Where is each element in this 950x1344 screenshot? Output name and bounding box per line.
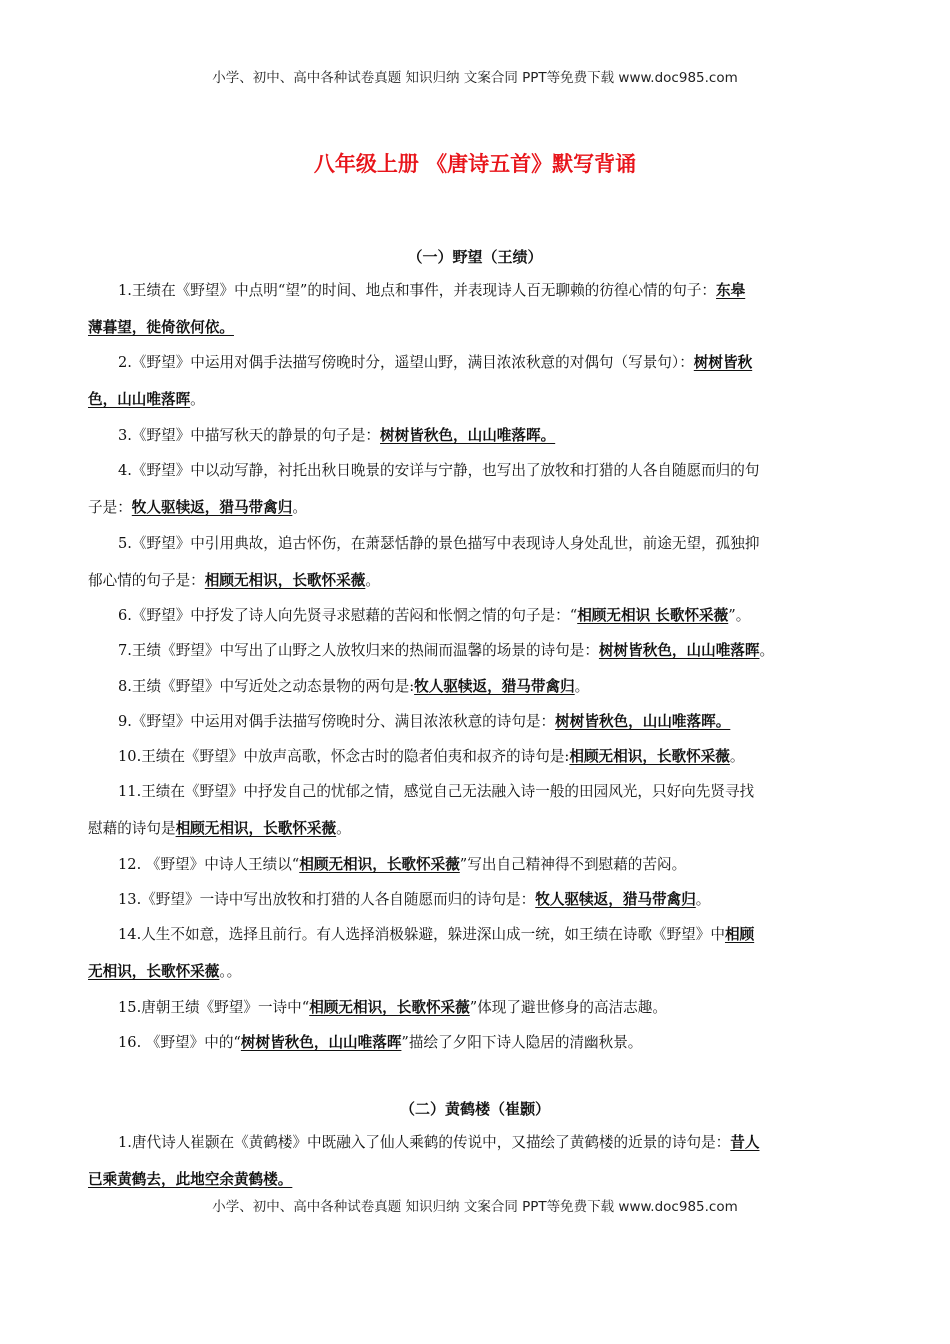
question-1-line-1 [118,281,745,301]
question-2-1-line-2 [88,1170,292,1190]
question-text: ”描绘了夕阳下诗人隐居的清幽秋景。 [401,1034,643,1051]
section-heading-ye-wang: （一）野望（王绩） [407,248,543,266]
question-6-line-1 [118,606,750,626]
question-5-line-1 [118,534,759,554]
question-text: 1.王绩在《野望》中点明“望”的时间、地点和事件，并表现诗人百无聊赖的彷徨心情的句子： [118,282,717,299]
punctuation: 。 [729,748,745,765]
question-7-line-1 [118,641,774,661]
question-text: 8.王绩《野望》中写近处之动态景物的两句是: [118,678,415,695]
page-footer: 小学、初中、高中各种试卷真题 知识归纳 文案合同 PPT等免费下载 www.doc985.com [212,1199,738,1215]
question-text: 5.《野望》中引用典故，追古怀伤，在萧瑟恬静的景色描写中表现诗人身处乱世，前途无望，孤独抑 [118,535,760,552]
question-text: 11.王绩在《野望》中抒发自己的忧郁之情，感觉自己无法融入诗一般的田园风光，只好向先贤寻找 [118,783,755,800]
answer-text: 相顾无相识 长歌怀采薇 [577,607,729,624]
question-text: 2.《野望》中运用对偶手法描写傍晚时分，遥望山野，满目浓浓秋意的对偶句（写景句）： [118,354,694,371]
question-text: ”写出自己精神得不到慰藉的苦闷。 [459,856,687,873]
question-8-line-1 [118,677,589,697]
answer-text: 牧人驱犊返，猎马带禽归 [131,499,293,516]
question-text: 13.《野望》一诗中写出放牧和打猎的人各自随愿而归的诗句是： [118,891,536,908]
question-10-line-1 [118,747,745,767]
question-text: 6.《野望》中抒发了诗人向先贤寻求慰藉的苦闷和怅惘之情的句子是：“ [118,607,578,624]
question-text: 1.唐代诗人崔颢在《黄鹤楼》中既融入了仙人乘鹤的传说中，又描绘了黄鹤楼的近景的诗句是： [118,1134,731,1151]
document-title: 八年级上册 《唐诗五首》默写背诵 [313,152,637,176]
answer-text: 树树皆秋色，山山唯落晖。 [380,427,556,444]
question-4-line-2 [88,498,307,518]
punctuation: 。 [574,678,590,695]
question-9-line-1 [118,712,730,732]
answer-text: 相顾无相识，长歌怀采薇 [569,748,730,765]
answer-text: 树树皆秋色，山山唯落晖 [240,1034,402,1051]
punctuation: 。 [695,891,711,908]
question-2-1-line-1 [118,1133,759,1153]
answer-text: 色，山山唯落晖 [88,391,191,408]
question-text: 10.王绩在《野望》中放声高歌，怀念古时的隐者伯夷和叔齐的诗句是: [118,748,570,765]
answer-text: 昔人 [730,1134,760,1151]
punctuation: 。 [190,391,205,408]
answer-text: 树树皆秋 [693,354,753,371]
question-12-line-1 [118,855,686,875]
page-header: 小学、初中、高中各种试卷真题 知识归纳 文案合同 PPT等免费下载 www.doc985.com [212,70,738,86]
question-text: 7.王绩《野望》中写出了山野之人放牧归来的热闹而温馨的场景的诗句是： [118,642,599,659]
question-1-line-2 [88,318,234,338]
question-13-line-1 [118,890,710,910]
question-text: ”体现了避世修身的高洁志趣。 [469,999,667,1016]
question-text: 14.人生不如意，选择且前行。有人选择消极躲避，躲进深山成一统，如王绩在诗歌《野望》中 [118,926,725,943]
question-text: 9.《野望》中运用对偶手法描写傍晚时分、满目浓浓秋意的诗句是： [118,713,556,730]
question-4-line-1 [118,461,759,481]
question-text: 郁心情的句子是： [88,572,205,589]
question-text: 慰藉的诗句是 [88,820,176,837]
question-11-line-1 [118,782,754,802]
question-11-line-2 [88,819,351,839]
question-text: 12. 《野望》中诗人王绩以“ [118,856,300,873]
question-text: 16. 《野望》中的“ [118,1034,241,1051]
question-2-line-1 [118,353,752,373]
punctuation: 。 [759,642,775,659]
answer-text: 相顾 [724,926,755,943]
punctuation: 。 [365,572,380,589]
question-14-line-2 [88,962,241,982]
question-16-line-1 [118,1033,642,1053]
answer-text: 相顾无相识，长歌怀采薇 [175,820,337,837]
question-3-line-1 [118,426,555,446]
answer-text: 相顾无相识，长歌怀采薇 [309,999,470,1016]
answer-text: 牧人驱犊返，猎马带禽归 [414,678,575,695]
punctuation: 。 [292,499,307,516]
answer-text: 相顾无相识，长歌怀采薇 [204,572,366,589]
answer-text: 薄暮望，徙倚欲何依。 [88,319,234,336]
punctuation: 。 [336,820,351,837]
question-2-line-2 [88,390,205,410]
question-text: 子是： [88,499,132,516]
answer-text: 树树皆秋色，山山唯落晖。 [555,713,731,730]
question-5-line-2 [88,571,380,591]
question-15-line-1 [118,998,667,1018]
punctuation: 。。 [219,963,242,980]
question-14-line-1 [118,925,754,945]
answer-text: 牧人驱犊返，猎马带禽归 [535,891,696,908]
answer-text: 东皋 [716,282,746,299]
punctuation: ”。 [728,607,751,624]
section-heading-huang-he-lou: （二）黄鹤楼（崔颢） [399,1100,550,1118]
question-text: 4.《野望》中以动写静，衬托出秋日晚景的安详与宁静，也写出了放牧和打猎的人各自随愿而归的句 [118,462,760,479]
answer-text: 树树皆秋色，山山唯落晖 [598,642,760,659]
answer-text: 无相识，长歌怀采薇 [88,963,220,980]
answer-text: 已乘黄鹤去，此地空余黄鹤楼。 [88,1171,293,1188]
question-text: 3.《野望》中描写秋天的静景的句子是： [118,427,381,444]
answer-text: 相顾无相识，长歌怀采薇 [299,856,460,873]
question-text: 15.唐朝王绩《野望》一诗中“ [118,999,310,1016]
